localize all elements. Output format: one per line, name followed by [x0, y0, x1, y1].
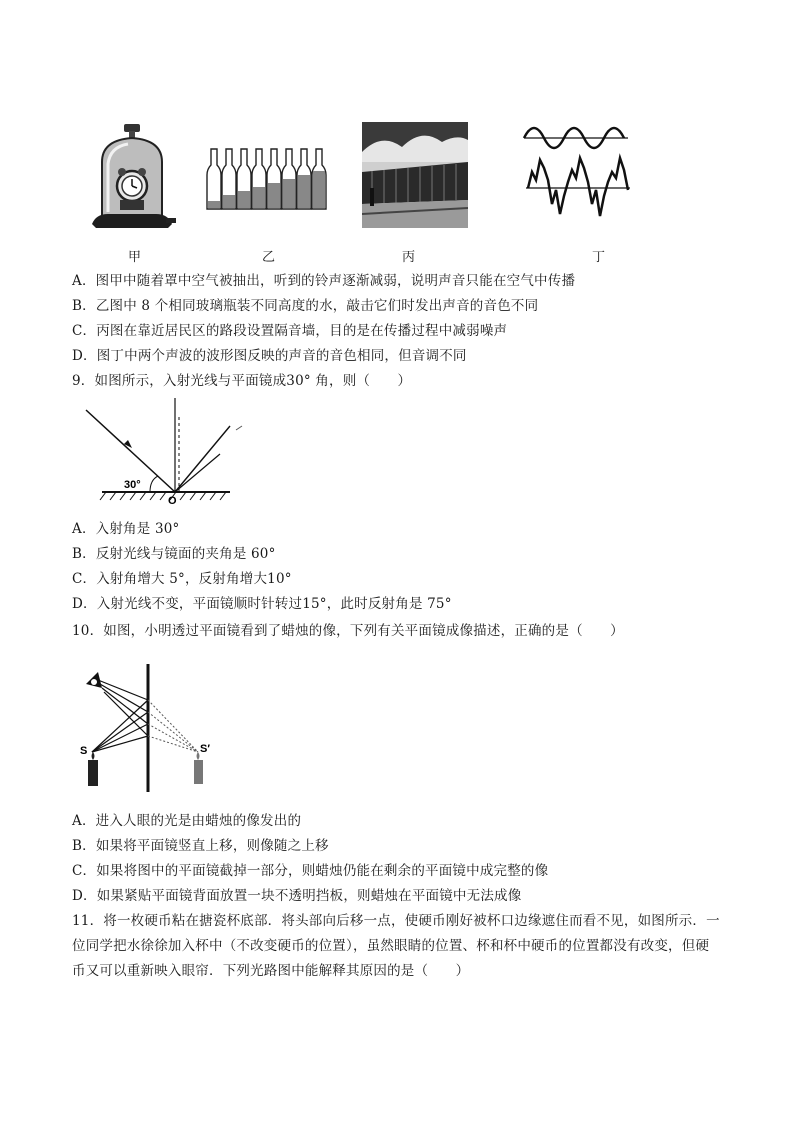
q10-source-label: S — [80, 745, 88, 757]
sound-barrier-photo — [362, 122, 468, 228]
q8-option-c: C．丙图在靠近居民区的路段设置隔音墙，目的是在传播过程中减弱噪声 — [72, 323, 508, 339]
q10-option-a: A．进入人眼的光是由蜡烛的像发出的 — [72, 813, 302, 829]
q9-option-a: A．入射角是 30° — [72, 521, 180, 537]
q11-line-2: 位同学把水徐徐加入杯中（不改变硬币的位置），虽然眼睛的位置、杯和杯中硬币的位置都没有改变，但硬 — [72, 938, 710, 954]
q8-option-d: D．图丁中两个声波的波形图反映的声音的音色相同，但音调不同 — [72, 348, 467, 364]
q8-option-a: A．图甲中随着罩中空气被抽出，听到的铃声逐渐减弱，说明声音只能在空气中传播 — [72, 273, 576, 289]
q10-mirror-diagram — [76, 662, 216, 794]
q9-stem: 9．如图所示，入射光线与平面镜成30° 角，则（ ） — [72, 373, 412, 389]
q9-option-c: C．入射角增大 5°，反射角增大10° — [72, 571, 292, 587]
q9-option-d: D．入射光线不变，平面镜顺时针转过15°，此时反射角是 75° — [72, 596, 452, 612]
q11-line-1: 11．将一枚硬币粘在搪瓷杯底部．将头部向后移一点，使硬币刚好被杯口边缘遮住而看不见，如图所示．一 — [72, 913, 720, 929]
q9-reflection-diagram — [80, 396, 250, 506]
q10-option-c: C．如果将图中的平面镜截掉一部分，则蜡烛仍能在剩余的平面镜中成完整的像 — [72, 863, 549, 879]
q9-point-label: O — [168, 495, 177, 506]
figure-label-yi: 乙 — [262, 250, 276, 265]
bell-jar-figure — [88, 122, 178, 232]
figure-label-bing: 丙 — [402, 250, 416, 265]
q8-option-b: B．乙图中 8 个相同玻璃瓶装不同高度的水，敲击它们时发出声音的音色不同 — [72, 298, 539, 314]
q10-stem: 10．如图，小明透过平面镜看到了蜡烛的像，下列有关平面镜成像描述，正确的是（ ） — [72, 623, 624, 639]
q10-option-b: B．如果将平面镜竖直上移，则像随之上移 — [72, 838, 329, 854]
figure-label-ding: 丁 — [592, 250, 606, 265]
bottles-figure — [204, 145, 332, 213]
q11-line-3: 币又可以重新映入眼帘．下列光路图中能解释其原因的是（ ） — [72, 963, 470, 979]
q9-angle-label: 30° — [124, 479, 141, 491]
waveform-figure — [520, 120, 636, 228]
figure-label-jia: 甲 — [128, 250, 142, 265]
q10-image-label: S′ — [200, 743, 210, 755]
q10-option-d: D．如果紧贴平面镜背面放置一块不透明挡板，则蜡烛在平面镜中无法成像 — [72, 888, 522, 904]
q9-option-b: B．反射光线与镜面的夹角是 60° — [72, 546, 276, 562]
